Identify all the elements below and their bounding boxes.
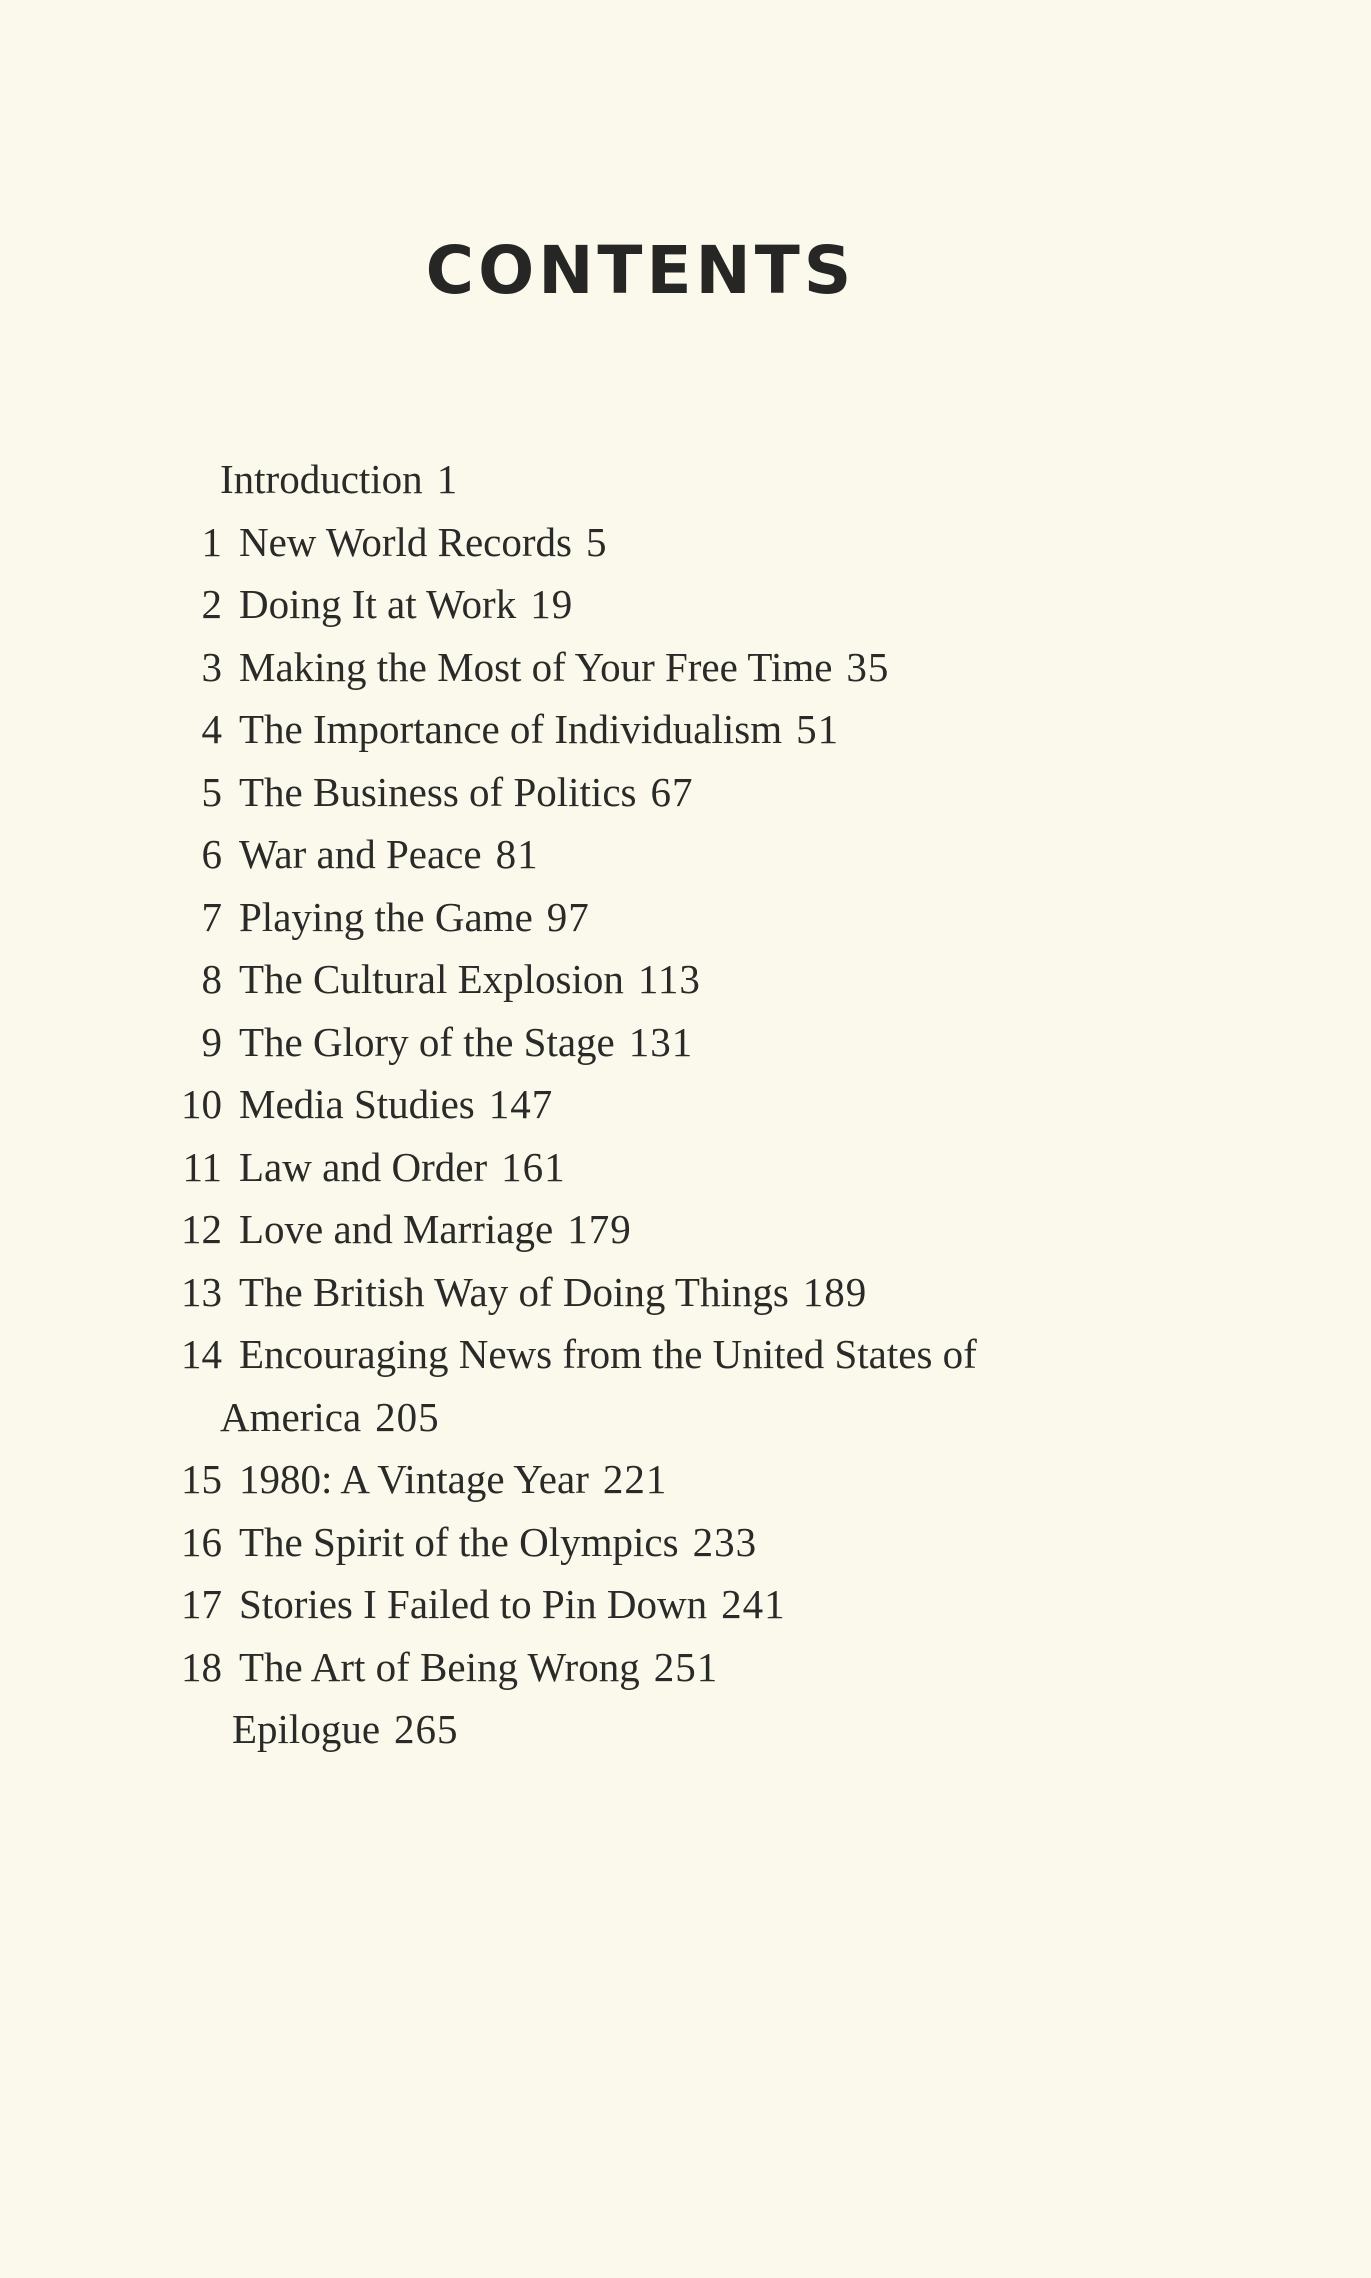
toc-entry bbox=[140, 636, 1120, 699]
toc-entry-text bbox=[222, 1573, 786, 1636]
toc-entry-title: Doing It at Work bbox=[239, 581, 517, 627]
toc-entry-page: 113 bbox=[637, 956, 701, 1002]
toc-entry-page: 179 bbox=[567, 1206, 632, 1252]
toc-entry bbox=[140, 1698, 1120, 1761]
toc-entry-title: Epilogue bbox=[232, 1706, 381, 1752]
toc-entry-page: 51 bbox=[796, 706, 840, 752]
toc-entry-number: 14 bbox=[181, 1331, 222, 1377]
toc-entry bbox=[140, 1511, 1120, 1574]
toc-entry-text bbox=[140, 1698, 459, 1761]
toc-entry-title-continued: America bbox=[220, 1393, 362, 1440]
toc-entry-text bbox=[140, 1386, 440, 1449]
toc-entry-page: 131 bbox=[628, 1018, 694, 1065]
toc-entry-title: The Spirit of the Olympics bbox=[239, 1518, 679, 1565]
toc-entry-text bbox=[222, 1198, 632, 1261]
toc-entry-text bbox=[222, 948, 701, 1011]
toc-entry bbox=[140, 448, 1120, 511]
toc-entry-page: 265 bbox=[394, 1706, 459, 1752]
toc-entry-page: 251 bbox=[653, 1643, 719, 1690]
toc-entry bbox=[140, 1573, 1120, 1636]
toc-entry-number: 16 bbox=[181, 1518, 222, 1565]
toc-entry-page: 161 bbox=[501, 1143, 566, 1190]
toc-entry-title: The Cultural Explosion bbox=[239, 956, 624, 1002]
toc-entry-title: Encouraging News from the United States of bbox=[239, 1331, 977, 1377]
toc-entry-text bbox=[222, 1448, 667, 1511]
table-of-contents bbox=[140, 448, 1120, 1761]
toc-entry-page: 241 bbox=[721, 1581, 786, 1627]
toc-entry-text bbox=[222, 761, 693, 824]
toc-entry-title: Playing the Game bbox=[239, 893, 533, 940]
toc-entry-text bbox=[222, 1636, 718, 1699]
toc-entry-title: The Business of Politics bbox=[239, 768, 637, 815]
toc-entry-number: 4 bbox=[201, 706, 222, 752]
toc-entry bbox=[140, 948, 1120, 1011]
toc-entry-title: 1980: A Vintage Year bbox=[239, 1456, 589, 1502]
toc-entry-number: 1 bbox=[201, 518, 222, 565]
toc-entry bbox=[140, 1636, 1120, 1699]
toc-entry bbox=[140, 1011, 1120, 1074]
toc-entry-text bbox=[222, 636, 889, 699]
toc-entry-page: 35 bbox=[846, 643, 890, 690]
toc-entry-text bbox=[222, 573, 573, 636]
toc-entry-title: The Art of Being Wrong bbox=[239, 1643, 640, 1690]
toc-entry-text bbox=[222, 1073, 553, 1136]
toc-entry-text bbox=[222, 511, 608, 574]
toc-entry-page: 5 bbox=[586, 518, 608, 565]
toc-entry-number: 15 bbox=[181, 1456, 222, 1502]
toc-entry-title: New World Records bbox=[239, 518, 572, 565]
toc-entry bbox=[140, 823, 1120, 886]
toc-entry-text bbox=[222, 1511, 757, 1574]
toc-entry-number: 10 bbox=[181, 1081, 222, 1127]
toc-entry-text bbox=[222, 1261, 867, 1324]
toc-entry-page: 97 bbox=[546, 893, 590, 940]
toc-entry-continuation bbox=[140, 1386, 1120, 1449]
toc-entry-number: 17 bbox=[181, 1581, 222, 1627]
toc-entry-page: 81 bbox=[495, 831, 539, 877]
toc-entry bbox=[140, 1448, 1120, 1511]
toc-entry-title: Introduction bbox=[220, 456, 423, 502]
toc-entry-text bbox=[222, 886, 590, 949]
toc-entry-text bbox=[222, 1323, 977, 1386]
toc-entry-text bbox=[222, 698, 839, 761]
toc-entry-title: The British Way of Doing Things bbox=[239, 1268, 789, 1315]
toc-entry bbox=[140, 1073, 1120, 1136]
toc-entry-text bbox=[140, 448, 458, 511]
toc-entry-page: 221 bbox=[602, 1456, 668, 1502]
toc-entry-page: 19 bbox=[530, 581, 574, 627]
toc-entry bbox=[140, 698, 1120, 761]
toc-entry bbox=[140, 1136, 1120, 1199]
toc-entry-number: 5 bbox=[201, 768, 222, 815]
toc-entry-number: 12 bbox=[181, 1206, 222, 1252]
toc-entry-text bbox=[222, 1136, 566, 1199]
page-title: CONTENTS bbox=[425, 232, 856, 309]
toc-entry bbox=[140, 886, 1120, 949]
toc-entry-title: Making the Most of Your Free Time bbox=[239, 643, 833, 690]
toc-entry bbox=[140, 761, 1120, 824]
toc-entry-title: War and Peace bbox=[239, 831, 482, 877]
toc-entry-text bbox=[222, 1011, 693, 1074]
toc-entry-title: The Importance of Individualism bbox=[239, 706, 783, 752]
toc-entry-number: 9 bbox=[201, 1018, 222, 1065]
toc-entry-number: 18 bbox=[181, 1643, 222, 1690]
toc-entry-title: Love and Marriage bbox=[239, 1206, 554, 1252]
toc-entry bbox=[140, 1323, 1120, 1386]
toc-entry-number: 6 bbox=[201, 831, 222, 877]
toc-entry-page: 147 bbox=[488, 1081, 554, 1127]
toc-entry-page: 205 bbox=[375, 1393, 440, 1440]
toc-entry bbox=[140, 1261, 1120, 1324]
toc-entry-number: 3 bbox=[201, 643, 222, 690]
toc-entry-number: 11 bbox=[182, 1143, 222, 1190]
toc-entry-number: 13 bbox=[181, 1268, 222, 1315]
toc-entry-title: The Glory of the Stage bbox=[239, 1018, 615, 1065]
toc-entry-text bbox=[222, 823, 539, 886]
toc-entry bbox=[140, 1198, 1120, 1261]
toc-entry-page: 1 bbox=[436, 456, 459, 502]
toc-entry-title: Stories I Failed to Pin Down bbox=[239, 1581, 708, 1627]
toc-entry bbox=[140, 573, 1120, 636]
toc-entry bbox=[140, 511, 1120, 574]
toc-entry-page: 189 bbox=[802, 1268, 868, 1315]
toc-entry-number: 7 bbox=[201, 893, 222, 940]
toc-entry-title: Law and Order bbox=[239, 1143, 488, 1190]
toc-entry-title: Media Studies bbox=[239, 1081, 475, 1127]
toc-entry-number: 8 bbox=[201, 956, 222, 1002]
toc-entry-page: 233 bbox=[692, 1518, 758, 1565]
toc-entry-page: 67 bbox=[650, 768, 694, 815]
toc-entry-number: 2 bbox=[201, 581, 222, 627]
